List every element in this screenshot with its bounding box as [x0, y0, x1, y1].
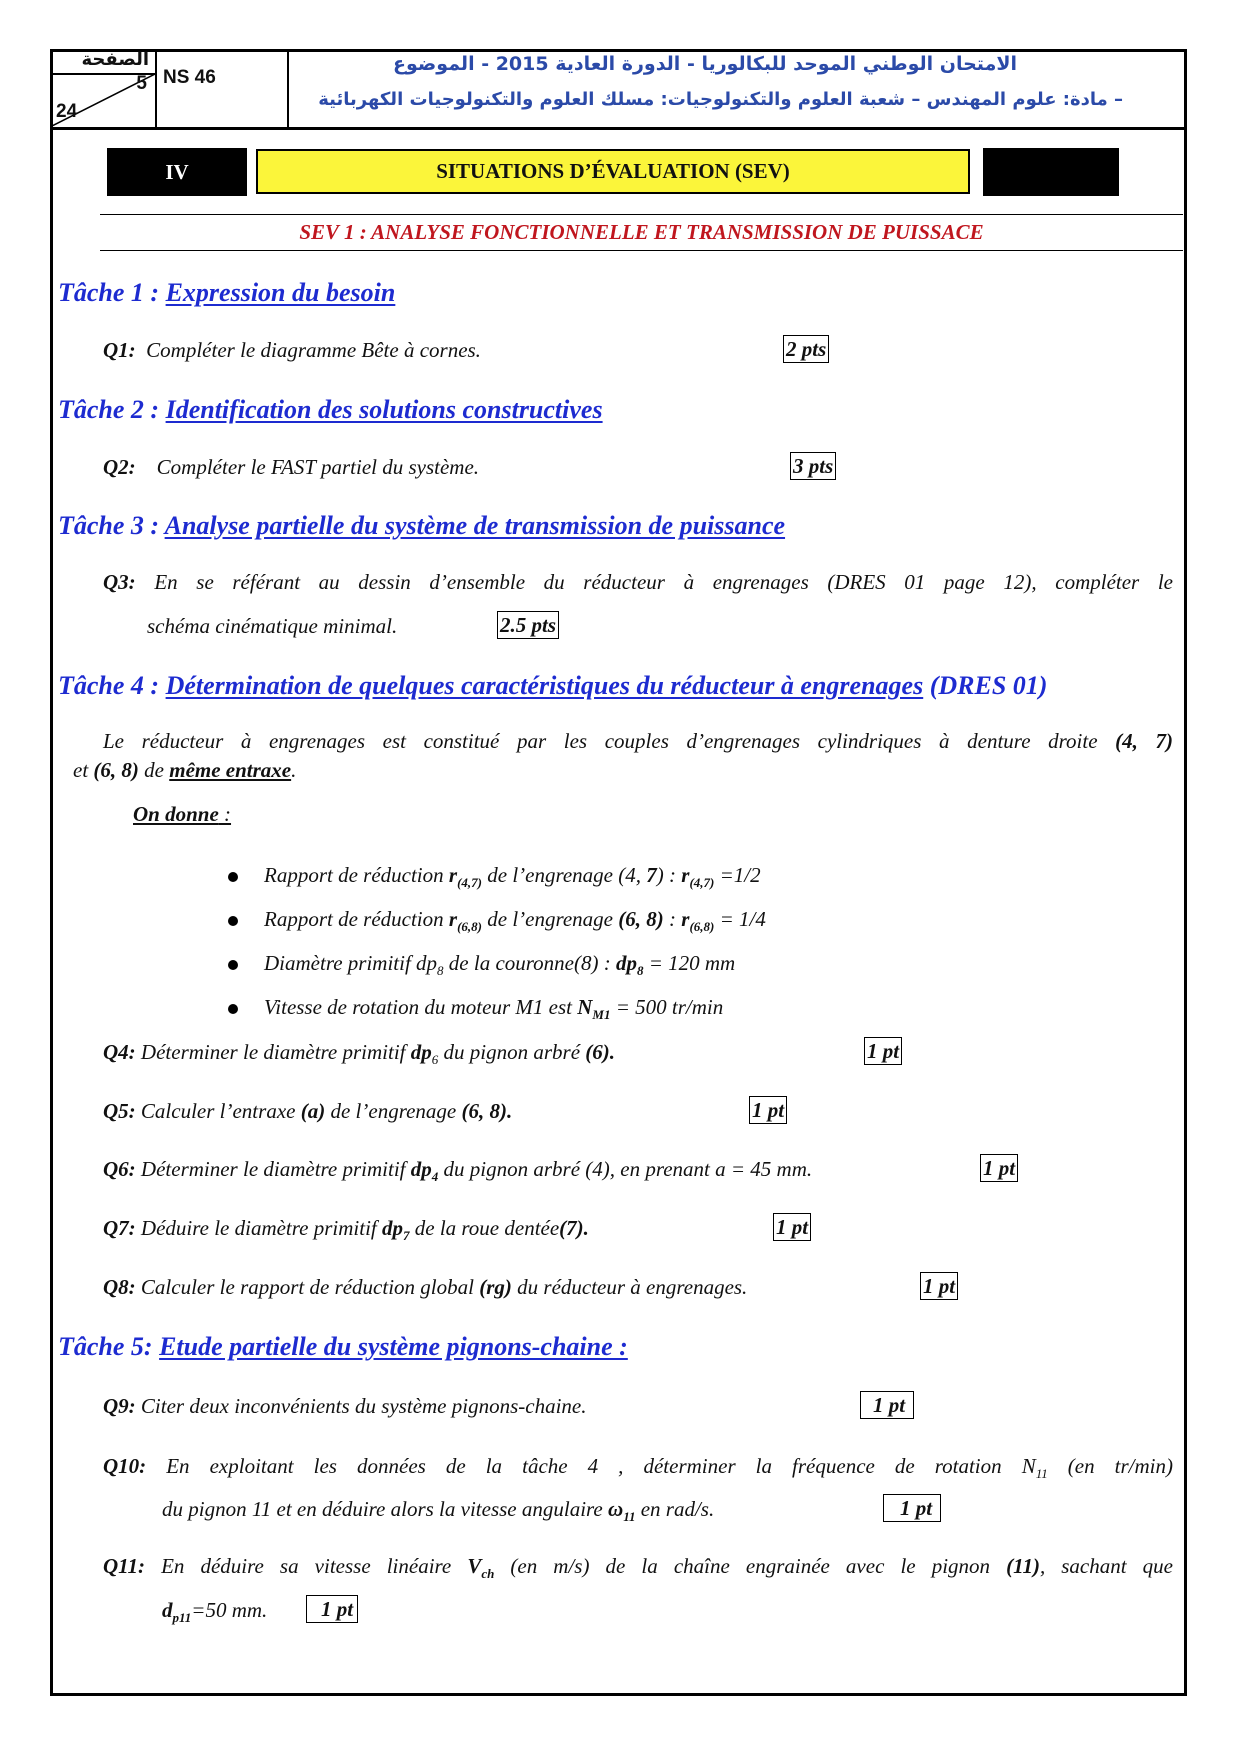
q8-points: 1 pt — [920, 1272, 958, 1300]
q9-points: 1 pt — [860, 1391, 914, 1419]
task-4-heading: Tâche 4 : Détermination de quelques caractéristiques du réducteur à engrenages (DRES 01) — [58, 671, 1048, 700]
q11-points: 1 pt — [306, 1595, 358, 1623]
question-q5: Q5: Calculer l’entraxe (a) de l’engrenage (6, 8). — [103, 1099, 513, 1123]
bullet — [228, 916, 238, 926]
exam-code-box — [157, 49, 289, 127]
task-1-heading: Tâche 1 : Expression du besoin — [58, 278, 396, 307]
question-q2: Q2: Compléter le FAST partiel du système. — [103, 455, 480, 479]
page-label: الصفحة — [81, 49, 149, 70]
task-2-heading: Tâche 2 : Identification des solutions constructives — [58, 395, 603, 424]
section-title: SITUATIONS D’ÉVALUATION (SEV) — [256, 149, 970, 194]
task-4-title: Détermination de quelques caractéristiques du réducteur à engrenages — [165, 671, 924, 700]
exam-code: NS 46 — [163, 67, 216, 88]
given-motor-speed: Vitesse de rotation du moteur M1 est $N_{M1} = 500$ tr/min — [264, 995, 724, 1023]
question-q9: Q9: Citer deux inconvénients du système pignons-chaine. — [103, 1394, 587, 1418]
question-q3: Q3: En se référant au dessin d’ensemble du réducteur à engrenages (DRES 01 page 12), compléter le — [103, 570, 1174, 594]
question-q3-line2: schéma cinématique minimal. — [147, 614, 398, 638]
question-q10: Q10: En exploitant les données de la tâche 4 , déterminer la fréquence de rotation $N_{11}$ (en tr/min) — [103, 1454, 1173, 1482]
task-3-title: Analyse partielle du système de transmission de puissance — [164, 511, 786, 540]
page-number: 5 — [136, 73, 147, 94]
q4-points: 1 pt — [864, 1037, 902, 1065]
given-ratio-4-7: Rapport de réduction $r_{(4,7)}$ de l’engrenage (4, 7) : $r_{(4,7)} =1/2$ — [264, 863, 761, 891]
question-q11: Q11: En déduire sa vitesse linéaire $V_{ch}$ (en m/s) de la chaîne engrainée avec le pignon (11), sachant que — [103, 1554, 1173, 1582]
bullet — [228, 960, 238, 970]
task-4-intro-line1: Le réducteur à engrenages est constitué par les couples d’engrenages cylindriques à denture droite (4, 7) — [103, 729, 1173, 753]
question-q6: Q6: Déterminer le diamètre primitif $dp_4$ du pignon arbré (4), en prenant a = 45 mm. — [103, 1157, 813, 1185]
task-2-title: Identification des solutions constructives — [165, 395, 603, 424]
task-5-title: Etude partielle du système pignons-chaine : — [159, 1332, 628, 1361]
task-1-title: Expression du besoin — [165, 278, 396, 307]
on-donne-label: On donne : — [133, 802, 232, 826]
section-number: IV — [107, 148, 247, 196]
task-3-heading: Tâche 3 : Analyse partielle du système de transmission de puissance — [58, 511, 786, 540]
bullet — [228, 1004, 238, 1014]
bullet — [228, 872, 238, 882]
q5-points: 1 pt — [749, 1096, 787, 1124]
q3-points: 2.5 pts — [497, 611, 559, 639]
task-4-intro-line2: et (6, 8) de même entraxe. — [73, 758, 297, 782]
question-q7: Q7: Déduire le diamètre primitif $dp_7$ de la roue dentée(7). — [103, 1216, 589, 1244]
question-q4: Q4: Déterminer le diamètre primitif $dp_6$ du pignon arbré (6). — [103, 1040, 616, 1068]
question-q10-line2: du pignon 11 et en déduire alors la vitesse angulaire $\omega_{11}$ en rad/s. — [162, 1497, 715, 1525]
header-divider — [50, 127, 1187, 130]
q7-points: 1 pt — [773, 1213, 811, 1241]
question-q11-line2: $d_{p11}=50$ mm. — [162, 1598, 268, 1626]
question-q8: Q8: Calculer le rapport de réduction global (rg) du réducteur à engrenages. — [103, 1275, 748, 1299]
exam-header — [50, 49, 1187, 127]
page-total: 24 — [56, 101, 78, 122]
q2-points: 3 pts — [790, 452, 836, 480]
section-right-block — [983, 148, 1119, 196]
given-ratio-6-8: Rapport de réduction $r_{(6,8)}$ de l’engrenage (6, 8) : $r_{(6,8)} = 1/4$ — [264, 907, 766, 935]
page-number-box — [50, 49, 157, 127]
sev1-title: SEV 1 : ANALYSE FONCTIONNELLE ET TRANSMISSION DE PUISSACE — [299, 220, 984, 244]
question-q1: Q1: Compléter le diagramme Bête à cornes. — [103, 338, 481, 362]
given-diameter-8: Diamètre primitif $dp_8$ de la couronne(8) : $dp_8 = 120$ mm — [264, 951, 736, 979]
sev1-top-rule — [100, 214, 1183, 215]
task-5-heading: Tâche 5: Etude partielle du système pignons-chaine : — [58, 1332, 628, 1361]
exam-subject-arabic: – مادة: علوم المهندس – شعبة العلوم والتكنولوجيات: مسلك العلوم والتكنولوجيات الكهربائية — [318, 89, 1123, 110]
q1-points: 2 pts — [783, 335, 829, 363]
q6-points: 1 pt — [980, 1154, 1018, 1182]
q10-points: 1 pt — [883, 1494, 941, 1522]
exam-title-arabic: الامتحان الوطني الموحد للبكالوريا - الدورة العادية 2015 - الموضوع — [393, 53, 1017, 75]
sev1-bottom-rule — [100, 250, 1183, 251]
